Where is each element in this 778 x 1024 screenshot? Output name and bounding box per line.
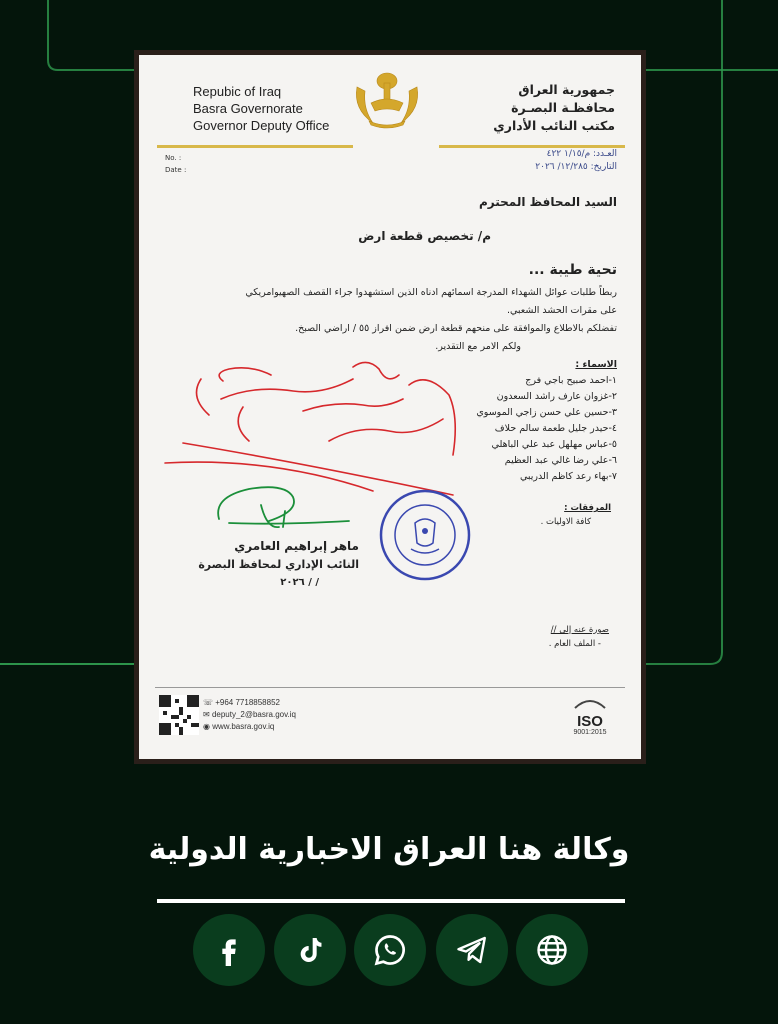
reference-values xyxy=(535,148,617,174)
tiktok-icon xyxy=(294,934,326,966)
telegram-button[interactable] xyxy=(436,914,508,986)
body-line-3: تفضلكم بالاطلاع والموافقة على منحهم قطعة ارض ضمن افراز ٥٥ / اراضي الصبخ. xyxy=(295,323,617,334)
attachments-title: المرفقات : xyxy=(564,503,611,513)
attachments-item: كافة الاوليات . xyxy=(540,517,591,527)
tiktok-button[interactable] xyxy=(274,914,346,986)
list-item: ١-احمد صبيح باجي فرج xyxy=(525,375,617,386)
whatsapp-button[interactable] xyxy=(354,914,426,986)
iso-number: 9001:2015 xyxy=(573,729,607,736)
iso-arc-icon xyxy=(573,696,607,710)
phone-icon: ☏ xyxy=(203,698,216,707)
list-item: ٤-حيدر جليل طعمة سالم حلاف xyxy=(494,423,617,434)
list-item: ٣-حسين علي حسن زاجي الموسوي xyxy=(476,407,617,418)
names-title: الاسماء : xyxy=(575,359,617,370)
facebook-button[interactable] xyxy=(193,914,265,986)
letterhead-en-governorate: Basra Governorate xyxy=(193,101,303,116)
signer-name: ماهر إبراهيم العامري xyxy=(234,539,359,553)
body-line-1: ربطاً طلبات عوائل الشهداء المدرجة اسمائهم ادناه الذين استشهدوا جراء القصف الصهيوامريكي xyxy=(245,287,617,298)
email-address: deputy_2@basra.gov.iq xyxy=(211,710,296,719)
whatsapp-icon xyxy=(372,932,408,968)
letterhead-en-office: Governor Deputy Office xyxy=(193,118,330,133)
website-button[interactable] xyxy=(516,914,588,986)
letterhead-en-country: Repubic of Iraq xyxy=(193,84,282,99)
addressee: السيد المحافظ المحترم xyxy=(478,195,617,209)
facebook-icon xyxy=(213,934,245,966)
letterhead-english xyxy=(193,83,329,134)
letterhead-ar-office: مكتب النائب الأداري xyxy=(493,118,615,133)
letterhead-ar-governorate: محافظـة البصـرة xyxy=(511,100,615,115)
iraq-emblem-icon xyxy=(347,65,427,133)
qr-code-icon xyxy=(159,695,199,735)
telegram-icon xyxy=(454,932,490,968)
letterhead-arabic xyxy=(493,81,615,135)
web-icon: ◉ xyxy=(203,722,213,731)
website-address: www.basra.gov.iq xyxy=(212,722,275,731)
letterhead-ar-country: جمهورية العراق xyxy=(518,82,615,97)
copy-title: صورة عنه إلى // xyxy=(550,625,609,635)
list-item: ٥-عباس مهلهل عبد علي الباهلي xyxy=(491,439,617,450)
reference-labels xyxy=(165,152,186,176)
signer-date: / / ٢٠٢٦ xyxy=(280,577,319,588)
iso-label: ISO xyxy=(577,713,603,730)
list-item: ٧-بهاء رعد كاظم الدريبي xyxy=(519,471,617,482)
date-value: التاريخ: ١٢/٢٨٥/ ٢٠٢٦ xyxy=(535,162,617,172)
subject-line: م/ تخصيص قطعة ارض xyxy=(358,229,491,243)
phone-number: +964 7718858852 xyxy=(215,698,280,707)
greeting: تحية طيبة ... xyxy=(528,262,617,278)
header-divider-left xyxy=(157,145,353,148)
number-value: العـدد: م/١/١٥ ٤٢٢ xyxy=(546,149,617,159)
official-letter xyxy=(139,55,641,759)
signer-title: النائب الإداري لمحافظ البصرة xyxy=(198,558,359,571)
contact-details xyxy=(203,697,296,733)
number-label: No. : xyxy=(165,154,182,162)
list-item: ٢-غزوان عارف راشد السعدون xyxy=(496,391,617,402)
body-line-2: على مقرات الحشد الشعبي. xyxy=(506,305,617,316)
brand-underline xyxy=(157,899,625,903)
globe-icon xyxy=(534,932,570,968)
email-icon: ✉ xyxy=(203,710,212,719)
closing-line: ولكم الامر مع التقدير. xyxy=(435,341,521,352)
list-item: ٦-علي رضا غالي عبد العظيم xyxy=(504,455,617,466)
copy-item: - الملف العام . xyxy=(548,639,601,649)
handwritten-signature-green xyxy=(209,481,359,533)
agency-name: وكالة هنا العراق الاخبارية الدولية xyxy=(148,832,630,867)
date-label: Date : xyxy=(165,166,187,174)
official-stamp-blue xyxy=(377,487,473,583)
footer-divider xyxy=(155,687,625,688)
iso-badge xyxy=(559,695,621,741)
names-list xyxy=(476,373,617,485)
